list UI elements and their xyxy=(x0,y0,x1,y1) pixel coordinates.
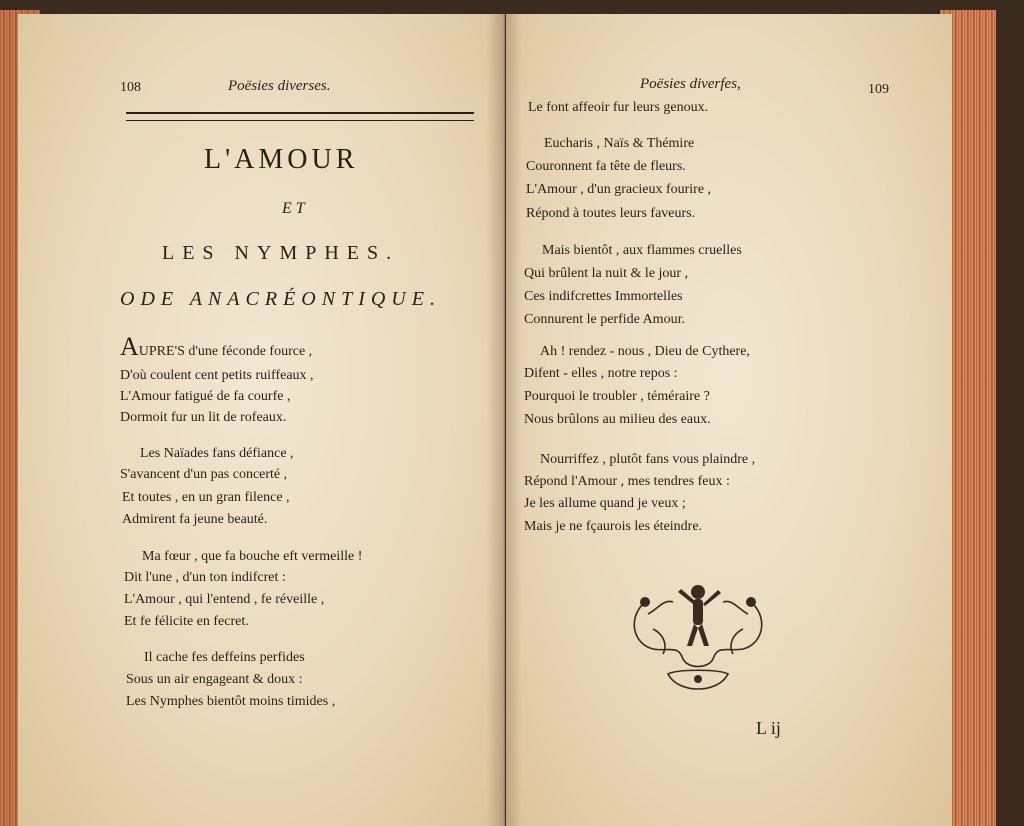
running-head-left: Poësies diverses. xyxy=(228,78,331,94)
verse-line: Ma fœur , que fa bouche eft vermeille ! xyxy=(142,549,363,564)
verse-line-text: UPRE'S d'une féconde fource , xyxy=(138,344,313,359)
verse-line: Nourriffez , plutôt fans vous plaindre , xyxy=(540,452,756,467)
running-head-right: Poësies diverfes, xyxy=(640,76,741,92)
page-number-right: 109 xyxy=(868,82,889,97)
verse-line: Et fe félicite en fecret. xyxy=(124,614,249,629)
verse-line: D'où coulent cent petits ruiffeaux , xyxy=(120,368,314,383)
verse-line: Dormoit fur un lit de rofeaux. xyxy=(120,410,287,425)
signature-mark: L ij xyxy=(756,718,781,738)
title-line-amour: L'AMOUR xyxy=(204,144,359,175)
cherub-vignette-icon xyxy=(623,574,773,699)
verse-line: L'Amour , d'un gracieux fourire , xyxy=(526,182,712,197)
verse-line: Couronnent fa tête de fleurs. xyxy=(526,159,686,174)
right-page xyxy=(506,14,952,826)
title-line-et: ET xyxy=(282,200,309,217)
verse-line: Les Naïades fans défiance , xyxy=(140,446,294,461)
verse-line: Ah ! rendez - nous , Dieu de Cythere, xyxy=(540,344,750,359)
verse-line: Dit l'une , d'un ton indifcret : xyxy=(124,570,286,585)
verse-line: S'avancent d'un pas concerté , xyxy=(120,467,288,482)
verse-line: Ces indifcrettes Immortelles xyxy=(524,289,683,304)
verse-line: Difent - elles , notre repos : xyxy=(524,366,678,381)
verse-line xyxy=(120,334,312,360)
header-rule xyxy=(126,112,474,121)
verse-line: Connurent le perfide Amour. xyxy=(524,312,685,327)
verse-line: Il cache fes deffeins perfides xyxy=(144,650,305,665)
verse-line: Nous brûlons au milieu des eaux. xyxy=(524,412,711,427)
verse-line: L'Amour , qui l'entend , fe réveille , xyxy=(124,592,325,607)
verse-line: Je les allume quand je veux ; xyxy=(524,496,686,511)
verse-line: Les Nymphes bientôt moins timides , xyxy=(126,694,336,709)
verse-line: Qui brûlent la nuit & le jour , xyxy=(524,266,689,281)
title-line-nymphes: LES NYMPHES. xyxy=(162,242,400,264)
verse-line: Eucharis , Naïs & Thémire xyxy=(544,136,695,151)
verse-line: Pourquoi le troubler , téméraire ? xyxy=(524,389,710,404)
verse-line: Le font affeoir fur leurs genoux. xyxy=(528,100,709,115)
title-line-ode: ODE ANACRÉONTIQUE. xyxy=(120,288,441,310)
verse-line: Sous un air engageant & doux : xyxy=(126,672,303,687)
verse-line: Et toutes , en un gran filence , xyxy=(122,490,290,505)
verse-line: Répond à toutes leurs faveurs. xyxy=(526,206,696,221)
drop-cap: A xyxy=(120,332,139,361)
page-number-left: 108 xyxy=(120,80,141,95)
verse-line: Admirent fa jeune beauté. xyxy=(122,512,268,527)
verse-line: Répond l'Amour , mes tendres feux : xyxy=(524,474,730,489)
left-page xyxy=(18,14,505,826)
verse-line: Mais bientôt , aux flammes cruelles xyxy=(542,243,742,258)
verse-line: L'Amour fatigué de fa courfe , xyxy=(120,389,291,404)
verse-line: Mais je ne fçaurois les éteindre. xyxy=(524,519,703,534)
